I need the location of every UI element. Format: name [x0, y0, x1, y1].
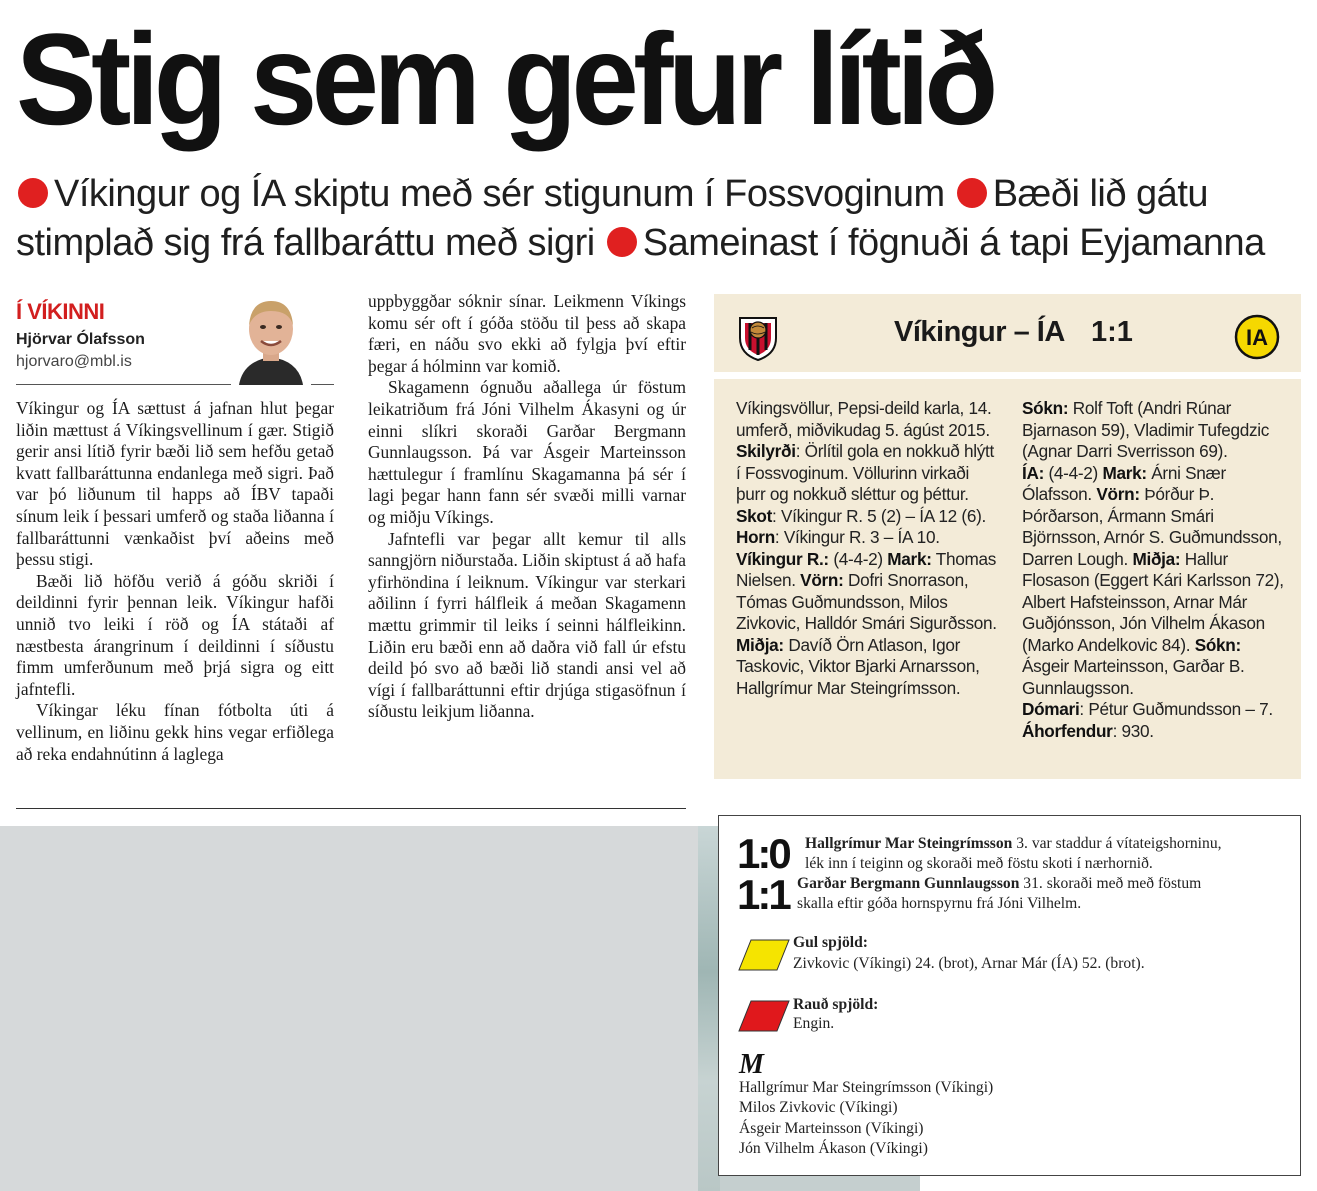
fact-value: Rolf Toft (Andri Rúnar Bjarnason 59), Vladimir Tufegdzic (Agnar Darri Sverrisson 69). — [1022, 398, 1270, 461]
match-facts — [714, 379, 1301, 779]
fact-value: Davíð Örn Atlason, Igor Taskovic, Viktor Bjarki Arnarsson, Hallgrímur Mar Steingrímsson. — [736, 634, 980, 698]
paragraph: Jafntefli var þegar allt kemur til alls sanngjörn niðurstaða. Liðin skiptust á að hafa yfirhöndina í leiknum. Víkingur var sterkari aðilinn í fyrri hálfleik á meðan Skagamenn mættu grimmir til leiks í seinni hálfleikinn. Liðin eru bæði enn að daðra við fall úr efstu deild þó svo að bæði lið standi ansi vel að vígi í fallbaráttunni eftir drjúga stigasöfnun í síðustu leikjum liðanna. — [368, 528, 686, 722]
byline-kicker: Í VÍKINNI — [16, 299, 105, 324]
facts-column-left — [736, 398, 998, 699]
headline: Stig sem gefur lítið — [16, 6, 993, 152]
fact-label: Dómari — [1022, 699, 1080, 719]
photo-edge — [720, 1176, 920, 1191]
subhead-item-2: Bæði lið gátu stimplað sig frá fallbaráttu með sigri — [16, 173, 1209, 264]
yellow-card-icon — [737, 938, 781, 968]
fact-value: Hallur Flosason (Eggert Kári Karlsson 72), Albert Hafsteinsson, Arnar Már Guðjónsson, Jón Vilhelm Ákason (Marko Andelkovic 84). — [1022, 548, 1284, 655]
fact-value: : Pétur Guðmundsson – 7. — [1079, 699, 1273, 719]
fact-label: Víkingur R.: — [736, 548, 829, 569]
fact-label: Skot — [736, 505, 773, 526]
paragraph: uppbyggðar sóknir sínar. Leikmenn Víkings komu sér oft í góða stöðu til þess að skapa færi, en náðu svo ekki að fylgja því eftir þegar á hólminn var komið. — [368, 291, 686, 376]
fact-value: Thomas Nielsen. — [736, 548, 997, 590]
ia-crest-letters: IA — [1246, 325, 1268, 350]
author-portrait — [231, 295, 311, 385]
fact-label: Sókn: — [1022, 398, 1069, 418]
paragraph: Víkingur og ÍA sættust á jafnan hlut þegar liðin mættust á Víkingsvellinum í gær. Stigið gerir ansi lítið fyrir bæði lið sem hefðu getað kvatt fallbaráttunna endanlega með sigri. Það var þó liðunum til happs að ÍBV tapaði sínum leik í þessari umferð og staða liðanna í fallbaráttunni vænkaðist því aðeins með þessu stigi. — [16, 398, 334, 570]
match-score: 1:1 — [1091, 316, 1133, 348]
byline-author: Hjörvar Ólafsson — [16, 331, 145, 348]
paragraph: Skagamenn ógnuðu aðallega úr föstum leikatriðum frá Jóni Vilhelm Ákasyni og úr einni slíkri skoraði Garðar Bergmann Gunnlaugsson. Þá var Ásgeir Marteinsson hættulegur í framlínu Skagamanna þá sér í lagi þegar hann fann sér svæði milli varnar og miðju Víkings. — [368, 377, 686, 527]
goal-line: skoraði með með föstum — [1042, 875, 1202, 892]
fact-value: : Víkingur R. 5 (2) – ÍA 12 (6). — [772, 505, 986, 526]
byline — [16, 295, 334, 385]
fact-label: Mark: — [887, 548, 932, 569]
goal-minute: 3. — [1012, 835, 1028, 852]
red-card-details: Engin. — [793, 1015, 835, 1032]
fact-value: Dofri Snorrason, Tómas Guðmundsson, Milos Zivkovic, Halldór Smári Sigurðsson. — [736, 570, 997, 633]
goal-scorer: Garðar Bergmann Gunnlaugsson — [797, 875, 1020, 892]
fact-label: Miðja: — [736, 634, 784, 655]
divider — [16, 808, 686, 809]
fact-label: ÍA: — [1022, 462, 1045, 483]
scoreboard — [714, 294, 1301, 372]
goal-line: skalla eftir góða hornspyrnu frá Jóni Vilhelm. — [797, 895, 1082, 912]
subhead-item-1: Víkingur og ÍA skiptu með sér stigunum í Fossvoginum — [54, 173, 945, 215]
goal-minute: 31. — [1019, 875, 1043, 892]
list-item: Milos Zivkovic (Víkingi) — [739, 1099, 898, 1117]
bullet-dot-icon — [957, 178, 987, 208]
fact-value: Þórður Þ. Þórðarson, Ármann Smári Björnsson, Arnór S. Guðmundsson, Darren Lough. — [1022, 484, 1282, 569]
ia-crest-icon — [1234, 314, 1280, 360]
list-item: Hallgrímur Mar Steingrímsson (Víkingi) — [739, 1079, 994, 1096]
fact-label: Horn — [736, 527, 775, 547]
goal-score: 1:1 — [737, 871, 789, 918]
list-item: Jón Vilhelm Ákason (Víkingi) — [739, 1140, 928, 1158]
fact-label: Skilyrði — [736, 441, 796, 461]
goal-line: var staddur á vítateigshorninu, — [1027, 835, 1222, 852]
fact-label: Áhorfendur — [1022, 720, 1113, 741]
fact-label: Vörn: — [1096, 484, 1140, 504]
venue: Víkingsvöllur, Pepsi-deild karla, 14. umferð, miðvikudag 5. ágúst 2015. — [736, 398, 992, 440]
fact-value: Ásgeir Marteinsson, Garðar B. Gunnlaugsson. — [1022, 656, 1245, 698]
subhead — [16, 170, 1306, 268]
yellow-card-details: Zivkovic (Víkingi) 24. (brot), Arnar Már (ÍA) 52. (brot). — [793, 955, 1145, 972]
list-item: Ásgeir Marteinsson (Víkingi) — [739, 1119, 924, 1137]
red-card-icon — [737, 999, 781, 1029]
match-events — [718, 815, 1301, 1176]
goal-line: lék inn í teiginn og skoraði með föstu skoti í nærhornið. — [805, 855, 1153, 872]
article-column-1 — [16, 398, 334, 765]
vikingur-crest-icon — [736, 314, 780, 362]
goal-description — [805, 834, 1295, 874]
m-rating-list — [739, 1078, 993, 1160]
fact-label: Mark: — [1102, 462, 1147, 483]
fact-value: (4-4-2) — [828, 548, 888, 569]
goal-scorer: Hallgrímur Mar Steingrímsson — [805, 835, 1013, 852]
fact-label: Vörn: — [800, 570, 844, 590]
mbl-m-logo: M — [739, 1049, 764, 1080]
fact-label: Sókn: — [1194, 634, 1241, 655]
fact-value: : Örlítil gola en nokkuð hlýtt í Fossvoginum. Völlurinn virkaði þurr og nokkuð sléttur og þéttur. — [736, 441, 995, 504]
article-column-2 — [368, 291, 686, 723]
paragraph: Víkingar léku fínan fótbolta úti á vellinum, en liðinu gekk hins vegar erfiðlega að reka endahnútinn á laglega — [16, 700, 334, 764]
blank-area — [0, 826, 698, 1191]
fact-value: (4-4-2) — [1044, 462, 1103, 483]
goal-score: 1:0 — [737, 830, 789, 877]
fact-value: : 930. — [1112, 720, 1154, 741]
fact-value: Árni Snær Ólafsson. — [1022, 462, 1226, 504]
bullet-dot-icon — [607, 227, 637, 257]
subhead-item-3: Sameinast í fögnuði á tapi Eyjamanna — [642, 222, 1265, 264]
paragraph: Bæði lið höfðu verið á góðu skriði í deildinni fyrir þennan leik. Víkingur hafði unnið tvo leiki í röð og ÍA státaði af næstbesta árangrinum í deildinni í síðustu fimm umferðunum með þrjá sigra og eitt jafntefli. — [16, 570, 334, 699]
match-teams: Víkingur – ÍA — [894, 316, 1065, 348]
photo-edge — [698, 826, 720, 1191]
facts-column-right — [1022, 398, 1292, 742]
bullet-dot-icon — [18, 178, 48, 208]
byline-email[interactable]: hjorvaro@mbl.is — [16, 353, 132, 370]
goal-description — [797, 874, 1297, 914]
fact-label: Miðja: — [1132, 548, 1181, 569]
fact-value: : Víkingur R. 3 – ÍA 10. — [774, 527, 940, 547]
red-card-label: Rauð spjöld: — [793, 996, 879, 1013]
yellow-card-label: Gul spjöld: — [793, 934, 868, 951]
